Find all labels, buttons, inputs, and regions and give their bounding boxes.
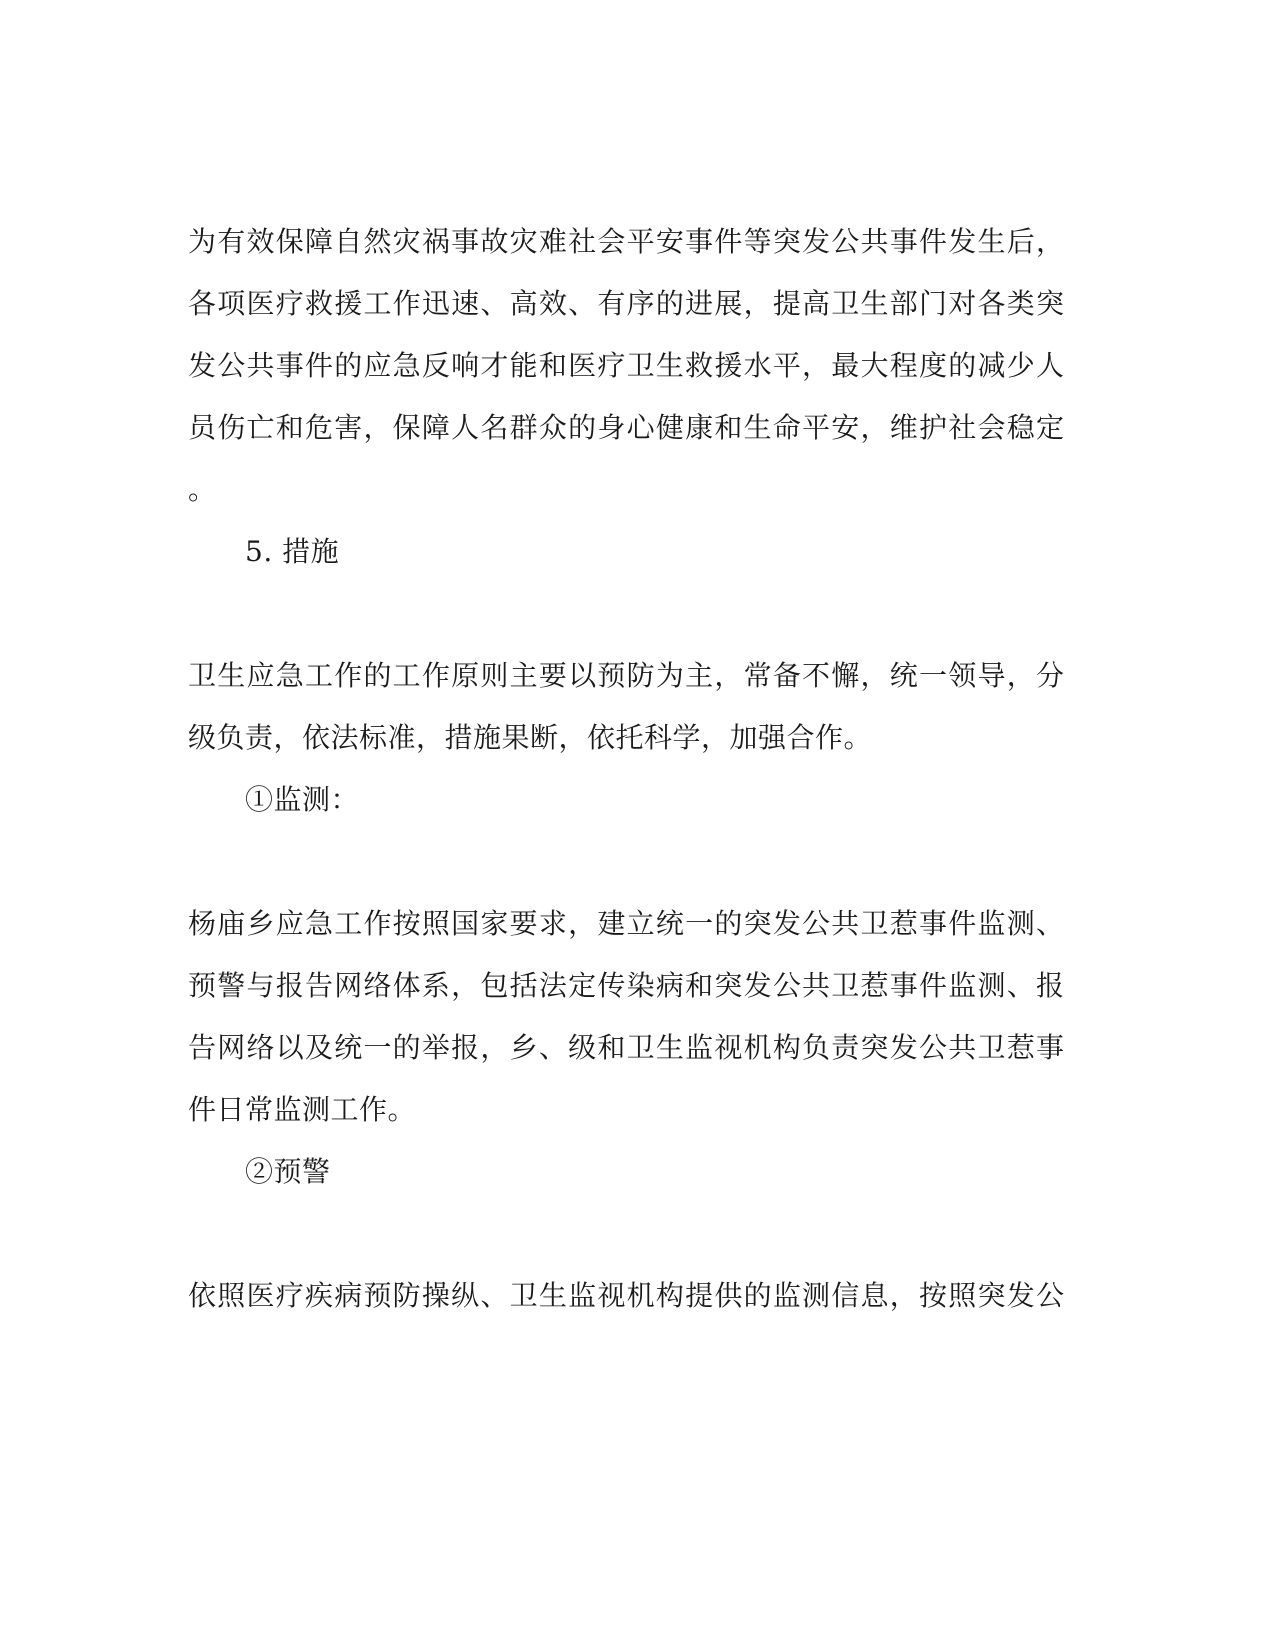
paragraph-1-line-4: 员伤亡和危害，保障人名群众的身心健康和生命平安，维护社会稳定	[188, 411, 1064, 444]
paragraph-2-line-1: 卫生应急工作的工作原则主要以预防为主，常备不懈，统一领导，分	[188, 659, 1064, 692]
paragraph-3-line-4: 件日常监测工作。	[188, 1093, 417, 1126]
paragraph-1-line-5: 。	[188, 473, 217, 506]
paragraph-4-line-1: 依照医疗疾病预防操纵、卫生监视机构提供的监测信息，按照突发公	[188, 1279, 1064, 1312]
paragraph-2-line-2: 级负责，依法标准，措施果断，依托科学，加强合作。	[188, 721, 873, 754]
paragraph-1-line-2: 各项医疗救援工作迅速、高效、有序的进展，提高卫生部门对各类突	[188, 287, 1064, 320]
subheading-monitoring: ①监测：	[245, 783, 360, 816]
paragraph-3-line-3: 告网络以及统一的举报，乡、级和卫生监视机构负责突发公共卫惹事	[188, 1031, 1064, 1064]
paragraph-1-line-3: 发公共事件的应急反响才能和医疗卫生救援水平，最大程度的减少人	[188, 349, 1064, 382]
subheading-warning: ②预警	[245, 1155, 331, 1188]
paragraph-1-line-1: 为有效保障自然灾祸事故灾难社会平安事件等突发公共事件发生后，	[188, 225, 1064, 258]
paragraph-3-line-1: 杨庙乡应急工作按照国家要求，建立统一的突发公共卫惹事件监测、	[188, 907, 1064, 940]
section-heading-measures: 5. 措施	[245, 535, 340, 568]
paragraph-3-line-2: 预警与报告网络体系，包括法定传染病和突发公共卫惹事件监测、报	[188, 969, 1064, 1002]
